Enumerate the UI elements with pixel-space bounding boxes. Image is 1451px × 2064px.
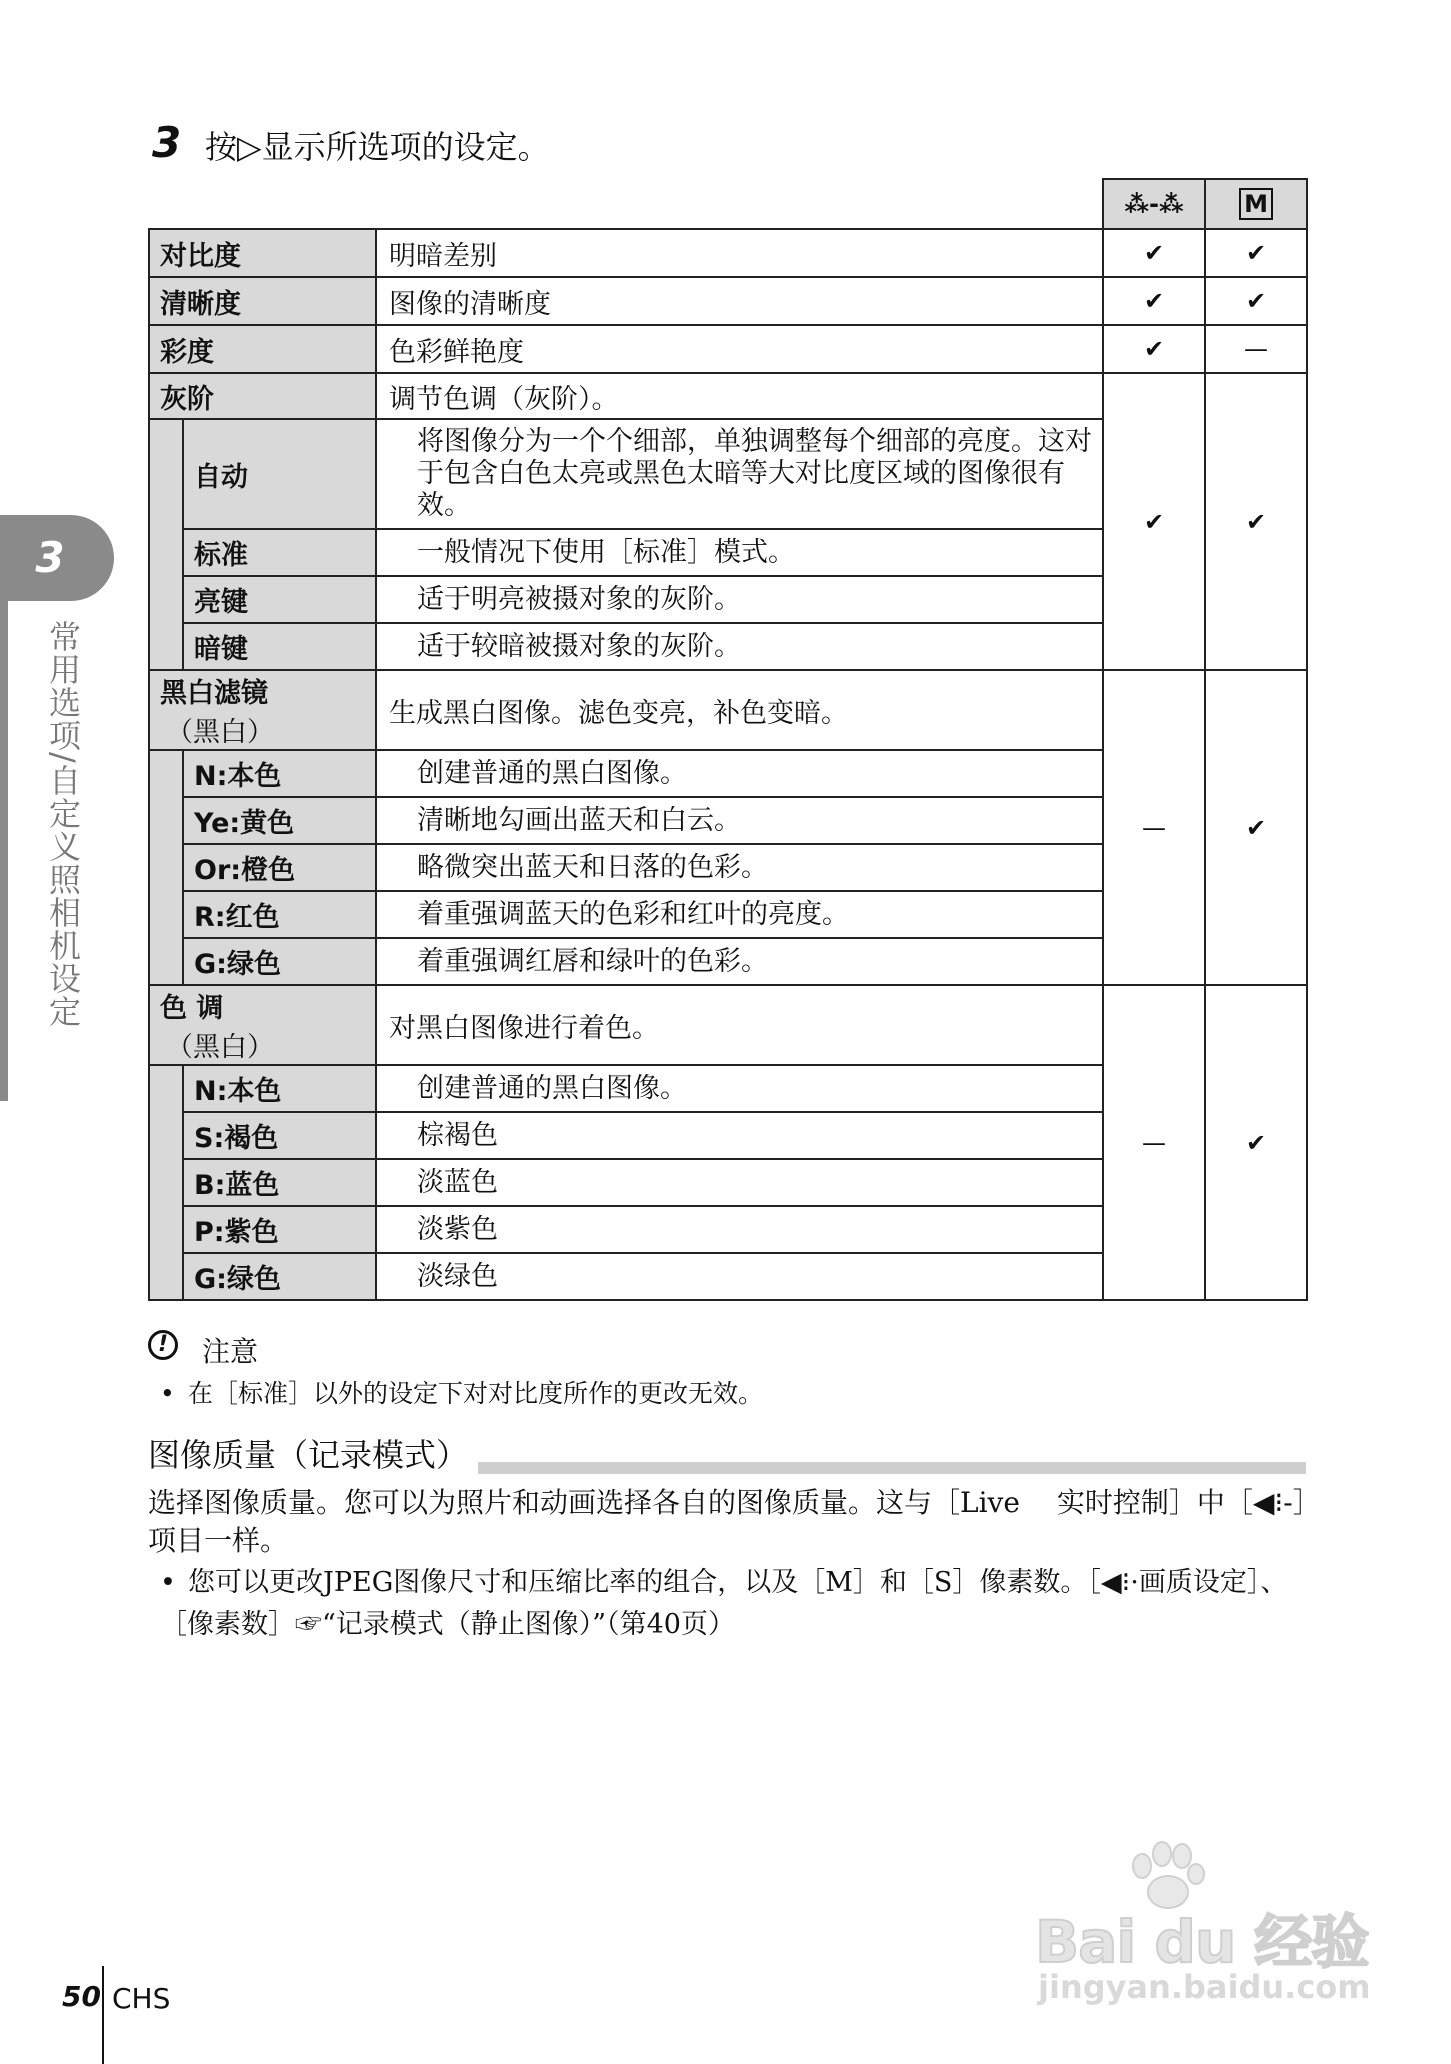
chapter-bar <box>0 601 8 1101</box>
manual-mode-header: M <box>1205 179 1307 229</box>
table-row <box>149 229 1307 277</box>
sub-description: 一般情况下使用［标准］模式。 <box>376 529 1103 576</box>
table-row <box>149 277 1307 325</box>
table-row <box>149 373 1307 419</box>
sub-label: N:本色 <box>183 750 376 797</box>
row-description: 明暗差别 <box>376 229 1103 277</box>
sub-label: G:绿色 <box>183 1253 376 1300</box>
sub-description: 将图像分为一个个细部，单独调整每个细部的亮度。这对于包含白色太亮或黑色太暗等大对比度区域的图像很有效。 <box>376 419 1103 529</box>
sub-label: 亮键 <box>183 576 376 623</box>
sub-label: S:褐色 <box>183 1112 376 1159</box>
step-instruction: 按▷显示所选项的设定。 <box>205 128 550 166</box>
watermark-url: jingyan.baidu.com <box>1038 1968 1371 2006</box>
sub-label: 自动 <box>183 419 376 529</box>
row-label-note: （黑白） <box>166 717 274 748</box>
row-description: 图像的清晰度 <box>376 277 1103 325</box>
sub-label: G:绿色 <box>183 938 376 985</box>
scene-modes-header: ⁂-⁂ <box>1103 179 1205 229</box>
chapter-title: 常用选项/自定义照相机设定 <box>44 620 82 1028</box>
sub-label: Ye:黄色 <box>183 797 376 844</box>
sub-description: 适于明亮被摄对象的灰阶。 <box>376 576 1103 623</box>
step-number: 3 <box>152 118 182 167</box>
dash-mark: — <box>1103 985 1205 1300</box>
sub-description: 淡蓝色 <box>376 1159 1103 1206</box>
sub-description: 创建普通的黑白图像。 <box>376 1065 1103 1112</box>
row-description: 色彩鲜艳度 <box>376 325 1103 373</box>
check-mark: ✔ <box>1205 229 1307 277</box>
sub-label: 标准 <box>183 529 376 576</box>
check-mark: ✔ <box>1205 277 1307 325</box>
row-label-note: （黑白） <box>166 1032 274 1063</box>
row-description: 生成黑白图像。滤色变亮，补色变暗。 <box>376 670 1103 750</box>
watermark-logo: Bai du 经验 <box>1035 1908 1369 1976</box>
sub-description: 淡绿色 <box>376 1253 1103 1300</box>
settings-table <box>148 178 1308 1301</box>
row-description: 调节色调（灰阶）。 <box>376 373 1103 419</box>
note-title: 注意 <box>202 1335 259 1368</box>
sub-description: 适于较暗被摄对象的灰阶。 <box>376 623 1103 670</box>
sub-label: N:本色 <box>183 1065 376 1112</box>
sub-description: 创建普通的黑白图像。 <box>376 750 1103 797</box>
check-mark: ✔ <box>1103 229 1205 277</box>
row-label: 黑白滤镜 （黑白） <box>149 670 376 750</box>
check-mark: ✔ <box>1103 277 1205 325</box>
row-label: 清晰度 <box>149 277 376 325</box>
chapter-number: 3 <box>35 533 65 582</box>
row-label: 对比度 <box>149 229 376 277</box>
row-label: 灰阶 <box>149 373 376 419</box>
language-code: CHS <box>112 1982 171 2015</box>
check-mark: ✔ <box>1205 670 1307 985</box>
bullet: • <box>160 1567 176 1598</box>
check-mark: ✔ <box>1205 373 1307 670</box>
sub-label: 暗键 <box>183 623 376 670</box>
check-mark: ✔ <box>1103 325 1205 373</box>
sub-label: P:紫色 <box>183 1206 376 1253</box>
table-row <box>149 670 1307 750</box>
row-description: 对黑白图像进行着色。 <box>376 985 1103 1065</box>
check-mark: ✔ <box>1205 985 1307 1300</box>
section-title: 图像质量（记录模式） <box>148 1430 478 1476</box>
sub-label: Or:橙色 <box>183 844 376 891</box>
section-bullet: • 您可以更改JPEG图像尺寸和压缩比率的组合，以及［M］和［S］像素数。［◀⁝·画质设定］、［像素数］☞“记录模式（静止图像）”（第40页） <box>160 1562 1310 1646</box>
sub-description: 略微突出蓝天和日落的色彩。 <box>376 844 1103 891</box>
sub-label: R:红色 <box>183 891 376 938</box>
sub-description: 清晰地勾画出蓝天和白云。 <box>376 797 1103 844</box>
page-number: 50 <box>62 1980 101 2013</box>
sub-description: 着重强调红唇和绿叶的色彩。 <box>376 938 1103 985</box>
table-row <box>149 985 1307 1065</box>
caution-icon: ! <box>148 1330 178 1360</box>
table-header-row <box>149 179 1307 229</box>
check-mark: ✔ <box>1103 373 1205 670</box>
bullet: • <box>160 1379 175 1408</box>
table-row <box>149 325 1307 373</box>
footer-rule <box>102 1966 104 2064</box>
dash-mark: — <box>1103 670 1205 985</box>
note-body: • 在［标准］以外的设定下对对比度所作的更改无效。 <box>160 1379 764 1408</box>
sub-description: 着重强调蓝天的色彩和红叶的亮度。 <box>376 891 1103 938</box>
sub-label: B:蓝色 <box>183 1159 376 1206</box>
sub-description: 棕褐色 <box>376 1112 1103 1159</box>
dash-mark: — <box>1205 325 1307 373</box>
row-label: 彩度 <box>149 325 376 373</box>
section-paragraph: 选择图像质量。您可以为照片和动画选择各自的图像质量。这与［Live 实时控制］中［◀⁝-］项目一样。 <box>148 1486 1307 1557</box>
sub-description: 淡紫色 <box>376 1206 1103 1253</box>
row-label: 色 调 （黑白） <box>149 985 376 1065</box>
